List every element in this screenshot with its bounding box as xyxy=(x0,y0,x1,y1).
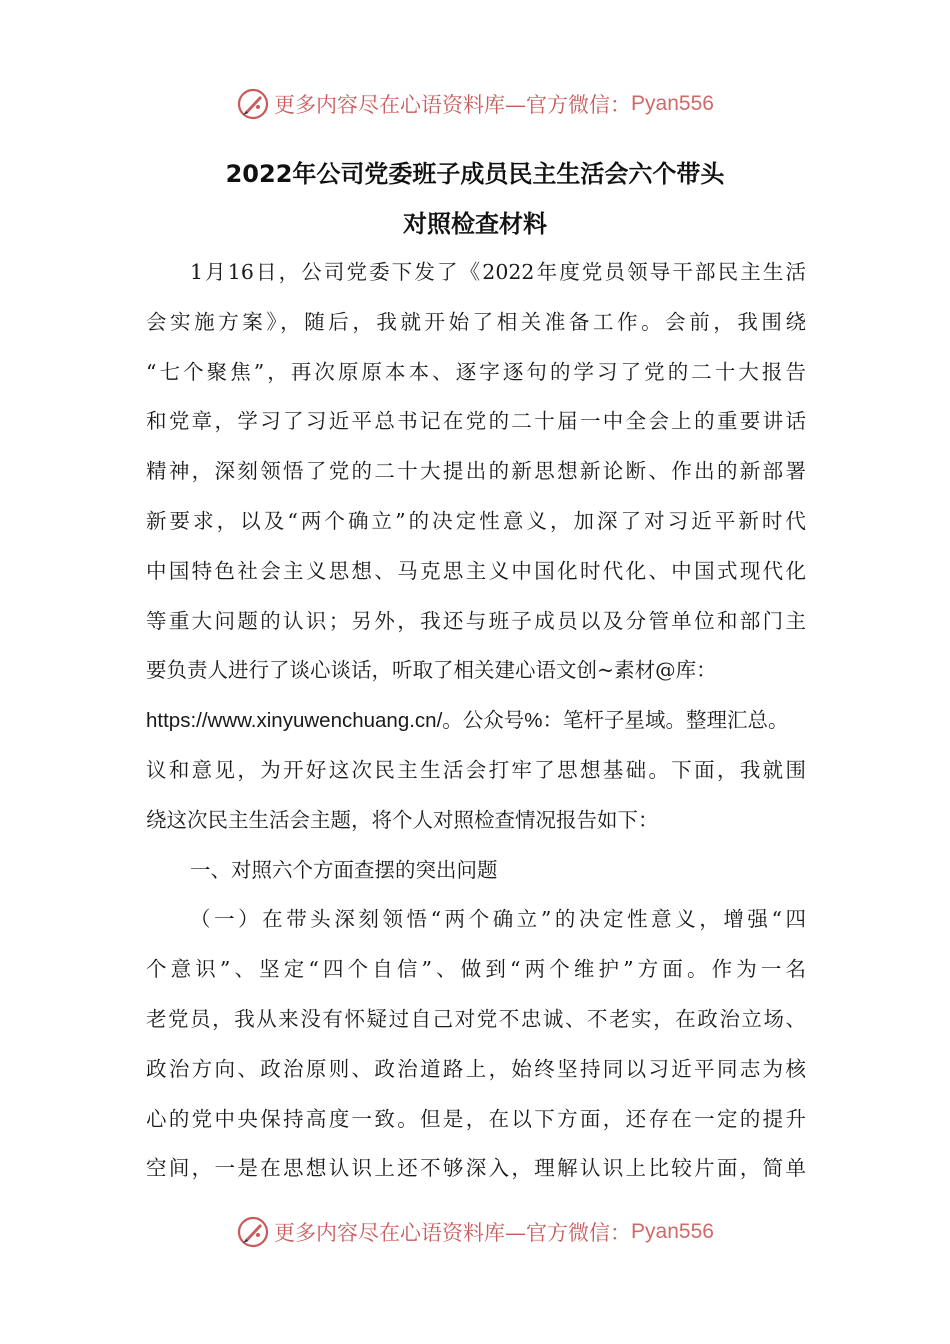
body-line: 等重大问题的认识；另外，我还与班子成员以及分管单位和部门主 xyxy=(146,608,806,633)
document-title-line1: 2022年公司党委班子成员民主生活会六个带头 xyxy=(225,160,725,188)
watermark-text: 更多内容尽在心语资料库—官方微信： xyxy=(274,93,632,117)
body-line: 议和意见，为开好这次民主生活会打牢了思想基础。下面，我就围 xyxy=(146,757,806,782)
body-line: 老党员，我从来没有怀疑过自己对党不忠诚、不老实，在政治立场、 xyxy=(146,1006,806,1031)
watermark-text: 更多内容尽在心语资料库—官方微信： xyxy=(274,1221,632,1245)
body-line: 中国特色社会主义思想、马克思主义中国化时代化、中国式现代化 xyxy=(146,558,806,583)
document-body xyxy=(146,248,806,1194)
body-line: “七个聚焦”，再次原原本本、逐字逐句的学习了党的二十大报告 xyxy=(146,359,806,384)
body-line: 精神，深刻领悟了党的二十大提出的新思想新论断、作出的新部署 xyxy=(146,459,806,484)
body-line: 政治方向、政治原则、政治道路上，始终坚持同以习近平同志为核 xyxy=(146,1056,806,1081)
body-line: 新要求，以及“两个确立”的决定性意义，加深了对习近平新时代 xyxy=(146,508,806,533)
watermark-wechat-id: Pyan556 xyxy=(631,1220,714,1243)
quill-logo-icon xyxy=(236,1215,270,1249)
quill-logo-icon xyxy=(236,87,270,121)
body-line: 心的党中央保持高度一致。但是，在以下方面，还存在一定的提升 xyxy=(146,1106,806,1131)
watermark-banner-top xyxy=(0,84,950,124)
body-line: 绕这次民主生活会主题，将个人对照检查情况报告如下： xyxy=(146,807,659,832)
body-line: 和党章，学习了习近平总书记在党的二十届一中全会上的重要讲话 xyxy=(146,409,806,434)
body-line: 空间，一是在思想认识上还不够深入，理解认识上比较片面，简单 xyxy=(146,1156,806,1181)
section-heading: 一、对照六个方面查摆的突出问题 xyxy=(190,857,498,882)
body-line: （一）在带头深刻领悟“两个确立”的决定性意义，增强“四 xyxy=(190,907,806,932)
body-line: 要负责人进行了谈心谈话，听取了相关建心语文创~素材@库： xyxy=(146,658,717,683)
document-title-line2: 对照检查材料 xyxy=(403,210,547,238)
body-line: 会实施方案》，随后，我就开始了相关准备工作。会前，我围绕 xyxy=(146,309,806,334)
watermark-wechat-id: Pyan556 xyxy=(631,92,714,115)
watermark-banner-bottom xyxy=(0,1212,950,1252)
body-line: 1月16日，公司党委下发了《2022年度党员领导干部民主生活 xyxy=(190,260,806,284)
body-line: 个意识”、坚定“四个自信”、做到“两个维护”方面。作为一名 xyxy=(146,957,806,982)
body-line-url: https://www.xinyuwenchuang.cn/。公众号%：笔杆子星域。整理汇总。 xyxy=(146,709,789,733)
